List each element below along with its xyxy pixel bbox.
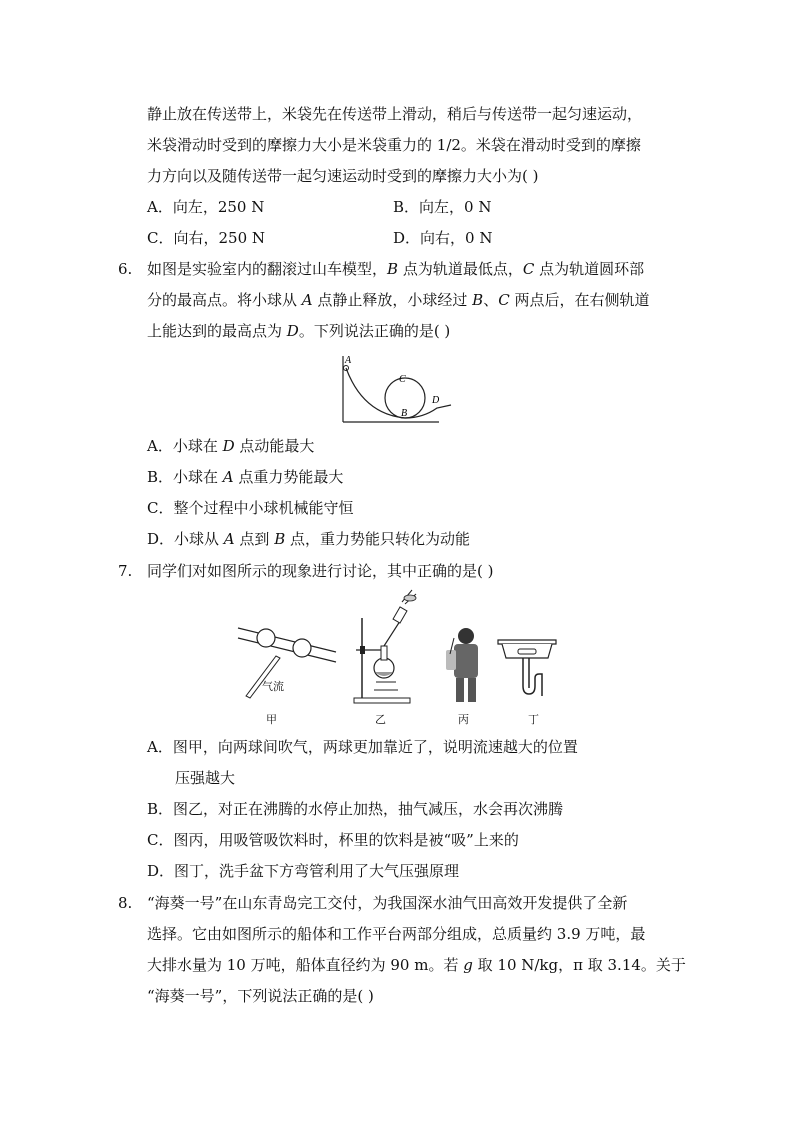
q5-option-a: A．向左，250 N <box>147 198 265 216</box>
figure-caption-jia: 甲 <box>266 713 277 726</box>
q5-option-b: B．向左，0 N <box>393 198 492 216</box>
q7-number: 7. <box>118 562 133 580</box>
q7-figure-jia-balls <box>236 620 340 700</box>
figure-caption-bing: 丙 <box>458 713 469 726</box>
q6-option-c: C．整个过程中小球机械能守恒 <box>147 499 354 517</box>
q7-option-a: A．图甲，向两球间吹气，两球更加靠近了，说明流速越大的位置 <box>147 738 578 756</box>
q8-stem-line-3: 大排水量为 10 万吨，船体直径约为 90 m。若 g 取 10 N/kg，π 取 3.14。关于 <box>147 956 686 974</box>
q8-stem-line-1: “海葵一号”在山东青岛完工交付，为我国深水油气田高效开发提供了全新 <box>147 894 628 912</box>
figure-caption-yi: 乙 <box>375 713 386 726</box>
q6-option-a: A．小球在 D 点动能最大 <box>147 437 315 455</box>
q7-option-c: C．图丙，用吸管吸饮料时，杯里的饮料是被“吸”上来的 <box>147 831 519 849</box>
figure-label-b: B <box>401 408 408 419</box>
q7-figure-bing-boy <box>440 626 490 706</box>
q7-figure-yi-flask <box>350 588 430 706</box>
figure-label-a: A <box>345 355 352 366</box>
airflow-label: 气流 <box>262 680 284 693</box>
figure-label-d: D <box>432 395 440 406</box>
q7-option-a-cont: 压强越大 <box>175 769 236 787</box>
q6-roller-coaster-figure <box>335 352 465 428</box>
q7-figure-ding-sink <box>496 636 560 700</box>
q5-option-d: D．向右，0 N <box>393 229 493 247</box>
q5-option-c: C．向右，250 N <box>147 229 266 247</box>
q6-number: 6. <box>118 260 133 278</box>
q8-number: 8. <box>118 894 133 912</box>
q6-stem-line-2: 分的最高点。将小球从 A 点静止释放，小球经过 B、C 两点后，在右侧轨道 <box>147 291 650 309</box>
q6-stem-line-3: 上能达到的最高点为 D。下列说法正确的是( ) <box>147 322 451 340</box>
q5-stem-line-3: 力方向以及随传送带一起匀速运动时受到的摩擦力大小为( ) <box>147 167 539 185</box>
q5-stem-line-1: 静止放在传送带上，米袋先在传送带上滑动，稍后与传送带一起匀速运动， <box>147 105 643 123</box>
q7-option-b: B．图乙，对正在沸腾的水停止加热，抽气减压，水会再次沸腾 <box>147 800 564 818</box>
q6-option-b: B．小球在 A 点重力势能最大 <box>147 468 344 486</box>
q8-stem-line-2: 选择。它由如图所示的船体和工作平台两部分组成，总质量约 3.9 万吨，最 <box>147 925 646 943</box>
figure-label-c: C <box>399 374 406 385</box>
q5-stem-line-2: 米袋滑动时受到的摩擦力大小是米袋重力的 1/2。米袋在滑动时受到的摩擦 <box>147 136 641 154</box>
figure-caption-ding: 丁 <box>528 713 539 726</box>
q6-stem-line-1: 如图是实验室内的翻滚过山车模型，B 点为轨道最低点，C 点为轨道圆环部 <box>147 260 645 278</box>
q8-stem-line-4: “海葵一号”，下列说法正确的是( ) <box>147 987 374 1005</box>
q6-option-d: D．小球从 A 点到 B 点，重力势能只转化为动能 <box>147 530 470 548</box>
q7-stem: 同学们对如图所示的现象进行讨论，其中正确的是( ) <box>147 562 494 580</box>
q7-option-d: D．图丁，洗手盆下方弯管利用了大气压强原理 <box>147 862 460 880</box>
